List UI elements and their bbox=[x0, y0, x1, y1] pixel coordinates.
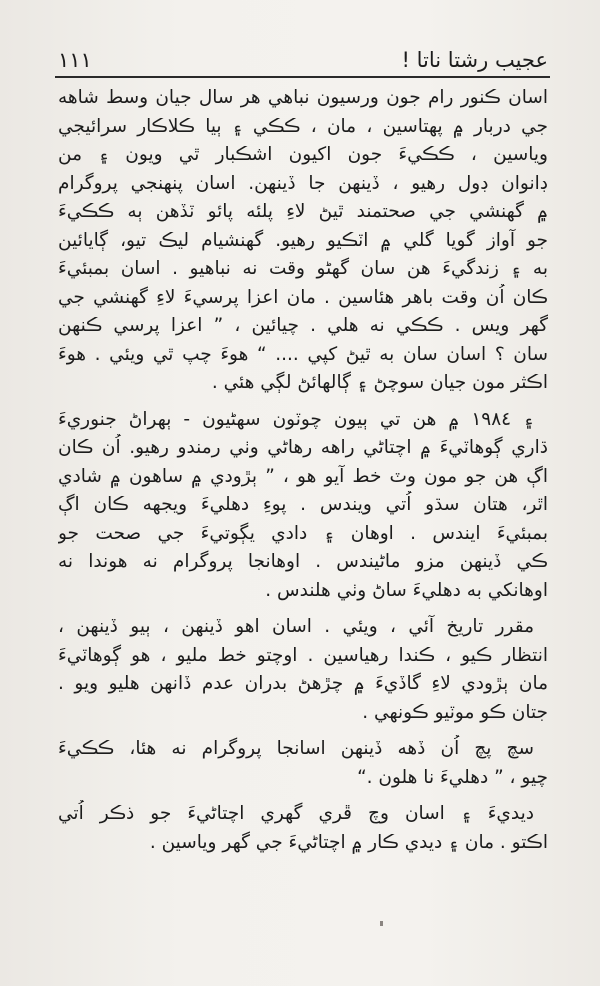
text-line: سان ؟ اسان سان به ٿيڻ کپي .... “ هوءَ چپ ٿي ويئي . هوءَ bbox=[58, 343, 548, 365]
ink-speck bbox=[380, 921, 383, 926]
text-line: ۽ ١٩٨٤ ۾ هن تي ٻيون چوٽون سهڻيون - ٻهراڻ جنوريءَ bbox=[58, 408, 534, 430]
paragraph bbox=[58, 735, 548, 792]
text-line: اسان ڪنور رام جون ورسيون نباهي هر سال جيان وسط شاهه bbox=[58, 87, 548, 108]
body-text bbox=[58, 84, 548, 865]
text-line: ڪان اُن وقت باهر هئاسين . مان اعزا پرسيءَ لاءِ گهنشي جي bbox=[58, 286, 548, 308]
text-line: ديديءَ ۽ اسان وچ ڦري گهري اچتاڻيءَ جو ذڪر اُتي bbox=[58, 803, 534, 824]
page-header bbox=[58, 38, 548, 72]
text-line: چيو ، ” دهليءَ نا هلون .“ bbox=[357, 766, 548, 788]
text-line: جو آواز گويا گلي ۾ اٽڪيو رهيو. گهنشيام ليڪ تيو، ڳايائين bbox=[58, 229, 548, 251]
text-line: جي دربار ۾ پهتاسين ، مان ، ڪڪي ۽ ٻيا ڪلاڪار سرائيجي bbox=[58, 115, 548, 137]
text-line: انتظار ڪيو ، ڪندا رهياسين . اوچتو خط مليو ، هو ڳوهاٽيءَ bbox=[58, 644, 548, 666]
text-line: ڌاري ڳوهاٽيءَ ۾ اچتاڻي راهه رهاڻي وٺي رمندو رهيو. اُن ڪان bbox=[58, 437, 548, 458]
text-line: اڪتو . مان ۽ ديدي ڪار ۾ اچتاڻيءَ جي گهر وياسين . bbox=[149, 831, 548, 853]
text-line: اوهانکي به دهليءَ ساڻ وٺي هلندس . bbox=[265, 579, 548, 601]
page-number: ١١١ bbox=[58, 48, 92, 72]
paragraph bbox=[58, 84, 548, 398]
text-line: وياسين ، ڪڪيءَ جون اکيون اشڪبار ٿي ويون ۽ من bbox=[58, 144, 548, 165]
text-line: به ۽ زندگيءَ هن سان گهڻو وقت نه نباهيو . اسان بمبئيءَ bbox=[58, 258, 548, 279]
text-line: اٿر، هتان سڌو اُتي ويندس . پوءِ دهليءَ ويجهه ڪان اڳ bbox=[58, 494, 548, 515]
text-line: اڪثر مون جيان سوچڻ ۽ ڳالهائڻ لڳي هئي . bbox=[211, 372, 548, 393]
header-rule bbox=[55, 76, 550, 78]
paragraph bbox=[58, 800, 548, 857]
text-line: ڊانوان ڊول رهيو ، ڏينهن جا ڏينهن. اسان پنهنجي پروگرام bbox=[58, 172, 548, 194]
text-line: جتان ڪو موٽيو ڪونهي . bbox=[362, 701, 548, 723]
paragraph bbox=[58, 406, 548, 606]
text-line: بمبئيءَ ايندس . اوهان ۽ دادي يڳوتيءَ جي صحت جو bbox=[58, 522, 548, 544]
text-line: مان ٻڙودي لاءِ گاڏيءَ ۾ چڙهڻ بدران عدم ڏانهن هليو ويو . bbox=[58, 673, 548, 694]
text-line: اڳ هن جو مون وٽ خط آيو هو ، ” ٻڙودي ۾ ساهون ۾ شادي bbox=[58, 465, 548, 487]
paragraph bbox=[58, 613, 548, 727]
text-line: ۾ گهنشي جي صحتمند ٿيڻ لاءِ پلئه پائو ٽڏهن ٻه ڪڪيءَ bbox=[58, 201, 548, 222]
text-line: گهر ويس . ڪڪي نه هلي . چيائين ، ” اعزا پرسي ڪنهن bbox=[58, 315, 548, 336]
running-title: عجيب رشتا ناتا ! bbox=[401, 48, 548, 72]
text-line: مقرر تاريخ آئي ، ويئي . اسان اهو ڏينهن ، ٻيو ڏينهن ، bbox=[58, 616, 534, 637]
text-line: سچ پچ اُن ڏهه ڏينهن اسانجا پروگرام نه هئا، ڪڪيءَ bbox=[58, 738, 534, 759]
text-line: ڪي ڏينهن مزو ماڻيندس . اوهانجا پروگرام نه هوندا نه bbox=[58, 551, 548, 572]
